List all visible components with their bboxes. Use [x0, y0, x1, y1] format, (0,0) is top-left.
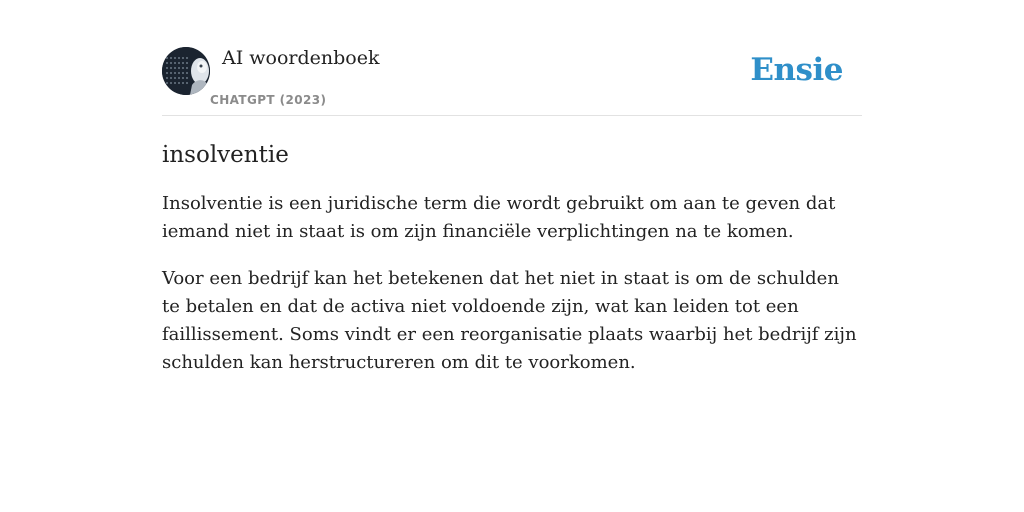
source-meta: CHATGPT (2023): [210, 93, 327, 107]
brand-logo[interactable]: Ensie: [750, 52, 843, 88]
ai-robot-avatar-icon[interactable]: [162, 47, 210, 95]
source-name[interactable]: AI woordenboek: [222, 47, 380, 69]
definition-paragraph: Voor een bedrijf kan het betekenen dat het niet in staat is om de schulden te betalen en dat de activa niet voldoende zijn, wat kan leiden tot een faillissement. Soms vindt er een reorganisatie plaats waarbij het bedrijf zijn schulden kan herstructureren om dit te voorkomen.: [162, 268, 857, 373]
entry-term: insolventie: [162, 142, 289, 168]
dictionary-card: [162, 46, 862, 396]
definition-paragraph: Insolventie is een juridische term die wordt gebruikt om aan te geven dat iemand niet in staat is om zijn financiële verplichtingen na te komen.: [162, 193, 836, 242]
card-header: [162, 46, 862, 116]
entry-definition: [162, 190, 862, 377]
